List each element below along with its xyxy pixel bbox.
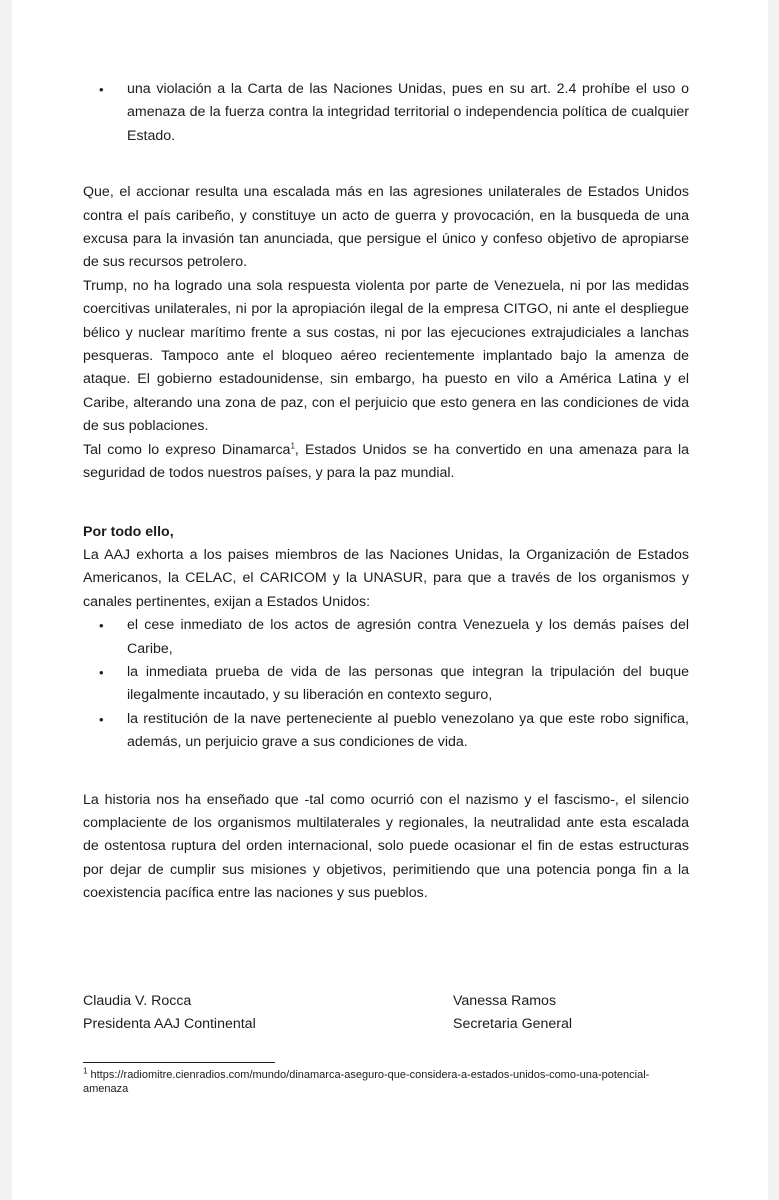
section-heading: Por todo ello, — [83, 523, 174, 540]
bullet-icon: • — [99, 711, 104, 727]
list-item — [83, 78, 689, 148]
list-item — [83, 614, 689, 661]
paragraph-text: , Estados Unidos se ha convertido en una amenaza para la seguridad de todos nuestros países, y para la paz mundial. — [83, 441, 689, 482]
list-item-text: la restitución de la nave perteneciente al pueblo venezolano ya que este robo significa, además, un perjuicio grave a sus condiciones de vida. — [127, 710, 689, 751]
paragraph-dinamarca — [83, 439, 689, 486]
paragraph-history: La historia nos ha enseñado que -tal como ocurrió con el nazismo y el fascismo-, el silencio complaciente de los organismos multilaterales y regionales, la neutralidad ante esta escalada de ostentosa ruptura del orden internacional, solo puede ocasionar el fin de estas estructuras por dejar de cumplir sus misiones y objetivos, perimitiendo que una potencia ponga fin a la coexistencia pacífica entre las naciones y sus pueblos. — [83, 791, 689, 902]
bullet-icon: • — [99, 664, 104, 680]
footnote-link[interactable]: https://radiomitre.cienradios.com/mundo/dinamarca-aseguro-que-considera-a-estados-unidos-como-una-potencial-amenaza — [83, 1069, 650, 1095]
paragraph-text: Tal como lo expreso Dinamarca — [83, 441, 291, 458]
signer-title: Secretaria General — [453, 1016, 573, 1033]
signer-title: Presidenta AAJ Continental — [83, 1016, 256, 1033]
paragraph-trump: Trump, no ha logrado una sola respuesta violenta por parte de Venezuela, ni por las medidas coercitivas unilaterales, ni por la apropiación ilegal de la empresa CITGO, ni ante el despliegue bélico y nuclear marítimo frente a sus costas, ni por las ejecuciones extrajudiciales a lanchas pesqueras. Tampoco ante el bloqueo aéreo recientemente implantado bajo la amenza de ataque. El gobierno estadounidense, sin embargo, ha puesto en vilo a América Latina y el Caribe, alterando una zona de paz, con el perjuicio que esto genera en las condiciones de vida de sus poblaciones. — [83, 277, 689, 435]
demands-list — [83, 614, 689, 754]
list-item — [83, 708, 689, 755]
list-item-text: la inmediata prueba de vida de las personas que integran la tripulación del buque ilegalmente incautado, y su liberación en contexto seguro, — [127, 663, 689, 704]
list-item-text: el cese inmediato de los actos de agresión contra Venezuela y los demás países del Caribe, — [127, 617, 689, 657]
signer-name: Vanessa Ramos — [453, 993, 557, 1009]
signature-left — [83, 990, 256, 1037]
paragraph-exhortation: La AAJ exhorta a los paises miembros de las Naciones Unidas, la Organización de Estados Americanos, la CELAC, el CARICOM y la UNASUR, para que a través de los organismos y canales pertinentes, exijan a Estados Unidos: — [83, 546, 689, 610]
footnote-divider — [83, 1062, 275, 1063]
bullet-icon: • — [99, 82, 104, 97]
signature-right — [453, 990, 572, 1037]
footnote-marker: 1 — [83, 1066, 88, 1076]
list-item — [83, 661, 689, 708]
paragraph-escalation: Que, el accionar resulta una escalada más en las agresiones unilaterales de Estados Unidos contra el país caribeño, y constituye un acto de guerra y provocación, en la busqueda de una excusa para la invasión tan anunciada, que persigue el único y confeso objetivo de apropiarse de sus recursos petrolero. — [83, 184, 689, 271]
bullet-icon: • — [99, 618, 104, 634]
footnote — [83, 1068, 683, 1096]
signer-name: Claudia V. Rocca — [83, 993, 192, 1009]
list-item-text: una violación a la Carta de las Naciones Unidas, pues en su art. 2.4 prohíbe el uso o amenaza de la fuerza contra la integridad territorial o independencia política de cualquier Estado. — [127, 81, 689, 144]
footnote-reference[interactable]: 1 — [290, 440, 295, 450]
intro-bullet-list — [83, 78, 689, 148]
document-body — [83, 78, 689, 906]
